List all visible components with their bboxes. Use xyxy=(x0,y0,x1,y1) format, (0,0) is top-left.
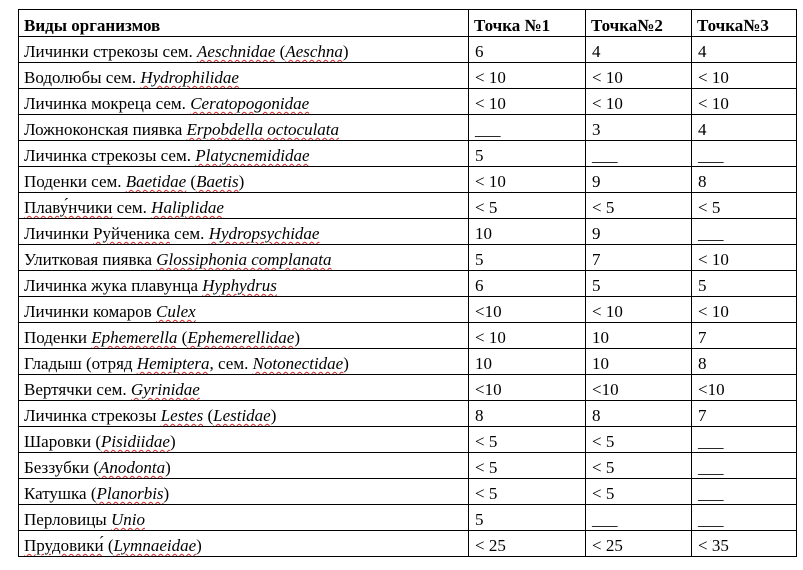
table-row xyxy=(19,479,797,505)
point-2-value: 7 xyxy=(586,245,692,271)
table-header xyxy=(19,10,797,37)
latin-name: Ephemerellidae xyxy=(187,328,295,347)
point-1-value: < 10 xyxy=(469,323,586,349)
species-name-cell xyxy=(19,245,469,271)
species-name-cell xyxy=(19,401,469,427)
table-row xyxy=(19,297,797,323)
latin-name: Planorbis xyxy=(96,484,164,503)
species-name-cell xyxy=(19,323,469,349)
species-name-cell xyxy=(19,37,469,63)
name-text: Беззубки ( xyxy=(24,458,99,477)
name-text: ( xyxy=(177,328,188,347)
latin-name: Culex xyxy=(156,302,196,321)
point-2-value: 10 xyxy=(586,349,692,375)
point-3-value: < 10 xyxy=(692,245,797,271)
point-2-value: < 25 xyxy=(586,531,692,557)
point-2-value: 9 xyxy=(586,167,692,193)
point-3-value: 8 xyxy=(692,349,797,375)
species-name-cell xyxy=(19,297,469,323)
latin-name: Notonectidae xyxy=(252,354,344,373)
header-point-1: Точка №1 xyxy=(469,10,586,37)
point-1-value: 5 xyxy=(469,141,586,167)
species-name-cell xyxy=(19,271,469,297)
table-row xyxy=(19,375,797,401)
header-point-2: Точка№2 xyxy=(586,10,692,37)
name-text: Личинка мокреца сем. xyxy=(24,94,191,113)
name-text: , сем. xyxy=(209,354,253,373)
point-3-value: < 5 xyxy=(692,193,797,219)
table-row xyxy=(19,63,797,89)
species-name-cell xyxy=(19,427,469,453)
table-row xyxy=(19,245,797,271)
point-1-value: < 10 xyxy=(469,167,586,193)
point-1-value: < 5 xyxy=(469,453,586,479)
point-1-value: < 10 xyxy=(469,89,586,115)
table-row xyxy=(19,115,797,141)
point-1-value: <10 xyxy=(469,375,586,401)
point-3-value: < 10 xyxy=(692,89,797,115)
latin-name: Haliplidae xyxy=(151,198,224,217)
species-name-cell xyxy=(19,531,469,557)
point-1-value: 10 xyxy=(469,349,586,375)
species-name-cell xyxy=(19,349,469,375)
name-text: Поденки xyxy=(24,328,92,347)
point-2-value: 5 xyxy=(586,271,692,297)
species-name-cell xyxy=(19,115,469,141)
name-text: Прудовики́ xyxy=(24,536,104,555)
name-text: Гладыш (отряд xyxy=(24,354,137,373)
latin-name: Hydropsychidae xyxy=(208,224,320,243)
name-text: ) xyxy=(165,458,171,477)
species-name-cell xyxy=(19,375,469,401)
name-text: Шаровки ( xyxy=(24,432,101,451)
table-row xyxy=(19,531,797,557)
point-1-value: < 25 xyxy=(469,531,586,557)
latin-name: Glossiphonia complanata xyxy=(156,250,332,269)
table-row xyxy=(19,453,797,479)
table-row xyxy=(19,167,797,193)
table-row xyxy=(19,505,797,531)
point-3-value: < 10 xyxy=(692,297,797,323)
point-1-value: < 5 xyxy=(469,427,586,453)
latin-name: Hyphydrus xyxy=(202,276,277,295)
species-name-cell xyxy=(19,219,469,245)
species-name-cell xyxy=(19,193,469,219)
point-2-value: <10 xyxy=(586,375,692,401)
name-text: сем. xyxy=(112,198,152,217)
name-text: Личинка стрекозы сем. xyxy=(24,146,196,165)
point-3-value: 5 xyxy=(692,271,797,297)
name-text: ( xyxy=(186,172,197,191)
table-row xyxy=(19,427,797,453)
point-3-value: 4 xyxy=(692,115,797,141)
species-name-cell xyxy=(19,479,469,505)
latin-name: Baetidae xyxy=(125,172,187,191)
point-3-value: < 10 xyxy=(692,63,797,89)
species-name-cell xyxy=(19,89,469,115)
header-species: Виды организмов xyxy=(19,10,469,37)
point-1-value: 8 xyxy=(469,401,586,427)
table-row xyxy=(19,193,797,219)
point-1-value: 5 xyxy=(469,505,586,531)
latin-name: Aeschna xyxy=(285,42,343,61)
point-2-value: 4 xyxy=(586,37,692,63)
name-text: ) xyxy=(342,42,349,61)
latin-name: Lymnaeidae xyxy=(113,536,197,555)
name-text: Перловицы xyxy=(24,510,111,529)
point-2-value: 8 xyxy=(586,401,692,427)
point-2-value: < 5 xyxy=(586,193,692,219)
point-2-value: 10 xyxy=(586,323,692,349)
latin-name: Baetis xyxy=(196,172,239,191)
point-2-value: 9 xyxy=(586,219,692,245)
name-text: Улитковая пиявка xyxy=(24,250,157,269)
table-row xyxy=(19,271,797,297)
point-2-value: ___ xyxy=(586,505,692,531)
species-name-cell xyxy=(19,63,469,89)
name-text: Ложноконская пиявка xyxy=(24,120,187,139)
table-row xyxy=(19,37,797,63)
latin-name: Aeschnidae xyxy=(197,42,276,61)
table-row xyxy=(19,219,797,245)
latin-name: Anodonta xyxy=(99,458,166,477)
latin-name: Unio xyxy=(110,510,145,529)
latin-name: Ephemerella xyxy=(91,328,178,347)
name-text: ) xyxy=(163,484,170,503)
latin-name: Hemiptera xyxy=(136,354,210,373)
name-text: ( xyxy=(203,406,214,425)
name-text: ) xyxy=(196,536,202,555)
name-text: Личинка стрекозы xyxy=(24,406,161,425)
point-2-value: < 5 xyxy=(586,479,692,505)
point-3-value: < 35 xyxy=(692,531,797,557)
table-row xyxy=(19,89,797,115)
name-text: ) xyxy=(270,406,277,425)
name-text: ) xyxy=(343,354,349,373)
organisms-table xyxy=(18,9,797,557)
point-2-value: < 10 xyxy=(586,297,692,323)
table-row xyxy=(19,141,797,167)
table-body xyxy=(19,37,797,557)
table-row xyxy=(19,323,797,349)
name-text: Поденки сем. xyxy=(24,172,126,191)
table-row xyxy=(19,349,797,375)
point-1-value: 6 xyxy=(469,37,586,63)
point-2-value: < 10 xyxy=(586,89,692,115)
document-page xyxy=(18,9,797,557)
latin-name: Hydrophilidae xyxy=(140,68,239,87)
table-row xyxy=(19,401,797,427)
header-row xyxy=(19,10,797,37)
point-2-value: 3 xyxy=(586,115,692,141)
point-1-value: 5 xyxy=(469,245,586,271)
name-text: Катушка ( xyxy=(24,484,97,503)
point-3-value: ___ xyxy=(692,505,797,531)
point-3-value: ___ xyxy=(692,453,797,479)
point-2-value: < 5 xyxy=(586,427,692,453)
name-text: ( xyxy=(103,536,114,555)
name-text: Личинки xyxy=(24,224,93,243)
species-name-cell xyxy=(19,141,469,167)
name-text: Вертячки сем. xyxy=(24,380,131,399)
latin-name: Erpobdella octoculata xyxy=(186,120,340,139)
point-3-value: 4 xyxy=(692,37,797,63)
name-text: Плаву́нчики xyxy=(24,198,113,217)
name-text: ) xyxy=(169,432,176,451)
point-2-value: ___ xyxy=(586,141,692,167)
species-name-cell xyxy=(19,167,469,193)
point-3-value: 7 xyxy=(692,401,797,427)
point-3-value: 7 xyxy=(692,323,797,349)
latin-name: Gyrinidae xyxy=(130,380,200,399)
point-1-value: < 5 xyxy=(469,193,586,219)
latin-name: Pisidiidae xyxy=(101,432,170,451)
point-3-value: ___ xyxy=(692,427,797,453)
point-1-value: 6 xyxy=(469,271,586,297)
point-1-value: <10 xyxy=(469,297,586,323)
point-1-value: < 10 xyxy=(469,63,586,89)
latin-name: Ceratopogonidae xyxy=(190,94,310,113)
latin-name: Platycnemididae xyxy=(195,146,310,165)
point-2-value: < 5 xyxy=(586,453,692,479)
point-1-value: 10 xyxy=(469,219,586,245)
name-text: ) xyxy=(294,328,301,347)
name-text: Личинка жука плавунца xyxy=(24,276,203,295)
species-name-cell xyxy=(19,453,469,479)
point-1-value: < 5 xyxy=(469,479,586,505)
name-text: ( xyxy=(275,42,286,61)
point-3-value: ___ xyxy=(692,141,797,167)
name-text: Водолюбы сем. xyxy=(24,68,141,87)
name-text: Личинки комаров xyxy=(24,302,157,321)
name-text: ) xyxy=(238,172,245,191)
name-text: Личинки стрекозы сем. xyxy=(24,42,198,61)
species-name-cell xyxy=(19,505,469,531)
latin-name: Lestidae xyxy=(213,406,271,425)
point-3-value: ___ xyxy=(692,219,797,245)
name-text: сем. xyxy=(169,224,209,243)
header-point-3: Точка№3 xyxy=(692,10,797,37)
point-3-value: <10 xyxy=(692,375,797,401)
point-2-value: < 10 xyxy=(586,63,692,89)
point-3-value: ___ xyxy=(692,479,797,505)
point-3-value: 8 xyxy=(692,167,797,193)
latin-name: Lestes xyxy=(160,406,204,425)
name-text: Руйченика xyxy=(92,224,170,243)
point-1-value: ___ xyxy=(469,115,586,141)
